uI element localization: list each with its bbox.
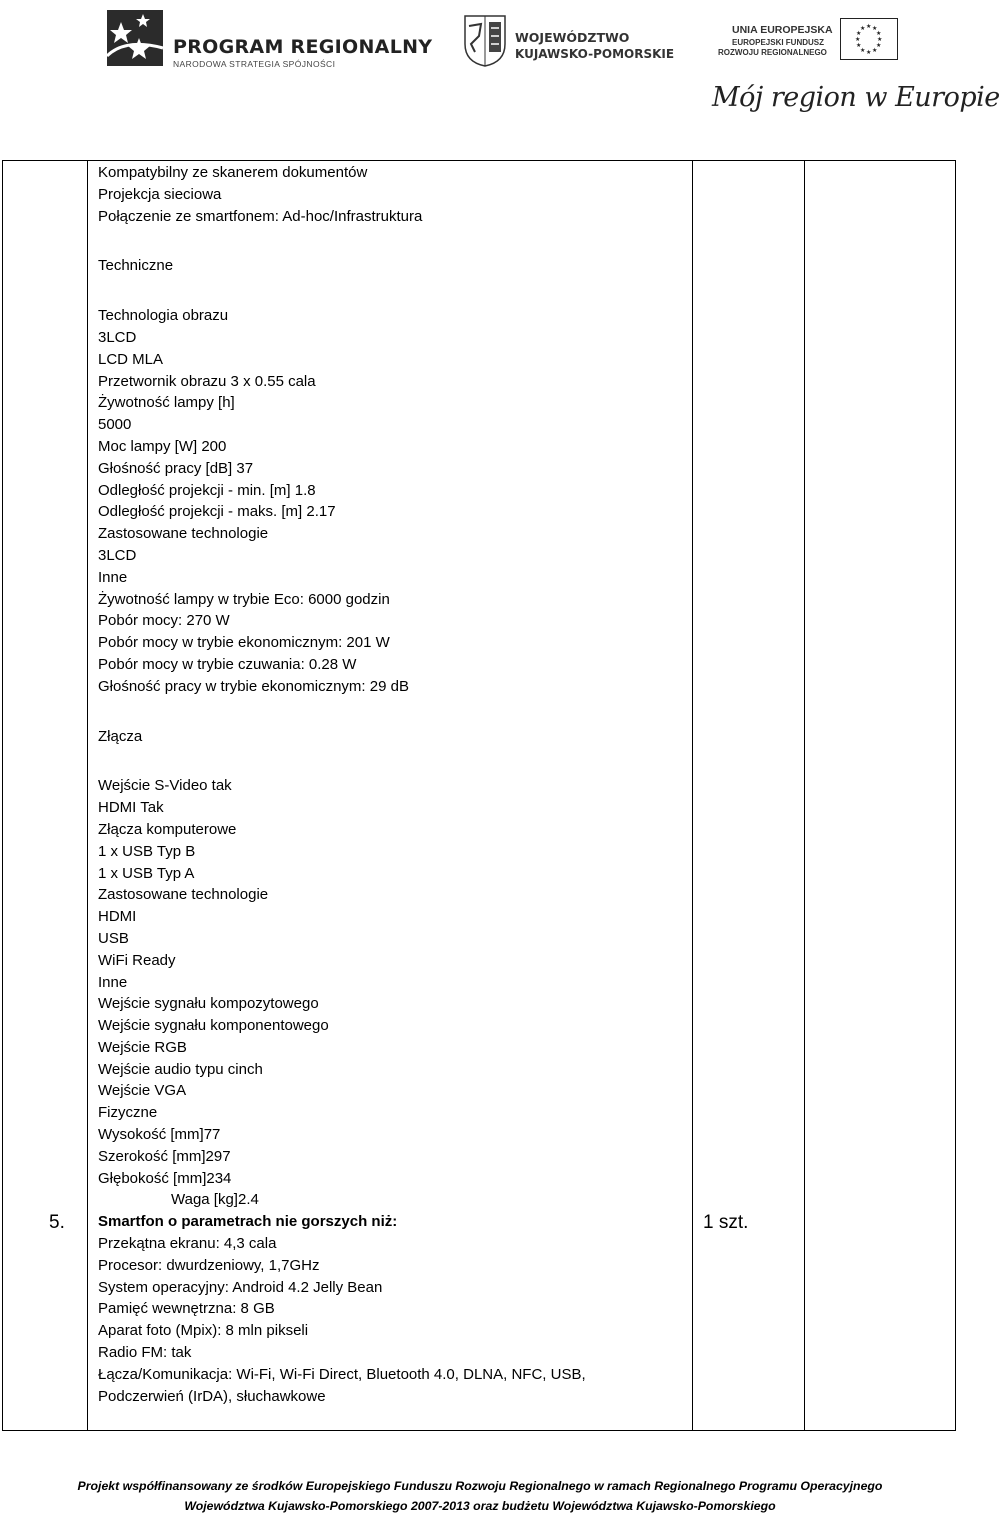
spec-line: Waga [kg]2.4	[171, 1191, 259, 1209]
spec-line: 1 x USB Typ A	[98, 864, 195, 882]
svg-text:★: ★	[872, 47, 878, 54]
svg-text:★: ★	[855, 36, 861, 43]
program-title: PROGRAM REGIONALNY	[173, 36, 433, 58]
svg-text:★: ★	[860, 47, 866, 54]
spec-line: Inne	[98, 568, 128, 586]
page-footer	[0, 1476, 960, 1516]
spec-line: Radio FM: tak	[98, 1344, 192, 1362]
spec-line: Inne	[98, 973, 128, 991]
spec-line: Głębokość [mm]234	[98, 1169, 232, 1187]
spec-line: Wejście S-Video tak	[98, 777, 232, 795]
region-name-line2: KUJAWSKO-POMORSKIE	[515, 47, 675, 61]
section-heading-connectors: Złącza	[98, 727, 143, 745]
svg-text:★: ★	[872, 25, 878, 32]
spec-line: USB	[98, 929, 129, 947]
spec-line: Procesor: dwurdzeniowy, 1,7GHz	[98, 1256, 320, 1274]
spec-line: Odległość projekcji - maks. [m] 2.17	[98, 503, 336, 521]
spec-line: Technologia obrazu	[98, 307, 229, 325]
spec-line: Łącza/Komunikacja: Wi-Fi, Wi-Fi Direct, Bluetooth 4.0, DLNA, NFC, USB,	[98, 1365, 586, 1383]
region-name-line1: WOJEWÓDZTWO	[515, 30, 630, 45]
spec-line: Żywotność lampy w trybie Eco: 6000 godzin	[98, 590, 390, 608]
eu-line3: ROZWOJU REGIONALNEGO	[718, 48, 827, 57]
svg-text:★: ★	[866, 23, 872, 30]
coat-of-arms-icon	[463, 14, 507, 68]
footer-line2: Województwa Kujawsko-Pomorskiego 2007-2013 oraz budżetu Województwa Kujawsko-Pomorskiego	[184, 1499, 776, 1513]
spec-line: 1 x USB Typ B	[98, 842, 196, 860]
spec-line: Kompatybilny ze skanerem dokumentów	[98, 164, 368, 181]
spec-line: Żywotność lampy [h]	[98, 394, 235, 412]
spec-line: Zastosowane technologie	[98, 525, 269, 543]
spec-line: Połączenie ze smartfonem: Ad-hoc/Infrastruktura	[98, 207, 423, 225]
spec-line: Wejście RGB	[98, 1038, 187, 1056]
spec-line: Pamięć wewnętrzna: 8 GB	[98, 1300, 275, 1318]
spec-line: HDMI Tak	[98, 799, 164, 817]
spec-line: Przetwornik obrazu 3 x 0.55 cala	[98, 372, 316, 390]
spec-line: Wejście sygnału kompozytowego	[98, 995, 319, 1013]
row-number: 5.	[49, 1212, 65, 1233]
spec-line: Zastosowane technologie	[98, 886, 269, 904]
motto-signature: Mój region w Europie	[712, 82, 1000, 113]
spec-line: Pobór mocy w trybie ekonomicznym: 201 W	[98, 634, 390, 652]
eu-flag-icon	[840, 18, 898, 60]
spec-line: Projekcja sieciowa	[98, 185, 222, 203]
star-emblem-icon	[105, 8, 167, 70]
spec-line: Fizyczne	[98, 1104, 158, 1122]
row-quantity: 1 szt.	[703, 1212, 749, 1233]
svg-text:★: ★	[856, 30, 862, 37]
spec-line: Pobór mocy: 270 W	[98, 612, 230, 630]
wojewodztwo-logo	[463, 14, 675, 70]
spec-line: Wysokość [mm]77	[98, 1126, 221, 1144]
smartphone-title: Smartfon o parametrach nie gorszych niż:	[98, 1213, 398, 1231]
spec-line: 5000	[98, 416, 132, 434]
spec-line: Wejście audio typu cinch	[98, 1060, 263, 1078]
spec-line: Przekątna ekranu: 4,3 cala	[98, 1235, 277, 1253]
program-subtitle: NARODOWA STRATEGIA SPÓJNOŚCI	[173, 59, 336, 69]
spec-line: Podczerwień (IrDA), słuchawkowe	[98, 1387, 326, 1405]
svg-text:★: ★	[876, 42, 882, 49]
section-heading-technical: Techniczne	[98, 257, 174, 275]
spec-line: Głośność pracy [dB] 37	[98, 459, 254, 477]
spec-line: HDMI	[98, 908, 137, 926]
spec-content	[98, 162, 688, 1407]
spec-line: 3LCD	[98, 546, 137, 564]
spec-line: Pobór mocy w trybie czuwania: 0.28 W	[98, 655, 357, 673]
spec-line: Złącza komputerowe	[98, 820, 237, 838]
spec-line: WiFi Ready	[98, 951, 176, 969]
spec-line: Szerokość [mm]297	[98, 1147, 231, 1165]
program-regionalny-logo	[105, 8, 433, 70]
spec-line: Głośność pracy w trybie ekonomicznym: 29 dB	[98, 677, 409, 695]
svg-text:★: ★	[860, 25, 866, 32]
spec-line: Moc lampy [W] 200	[98, 437, 227, 455]
spec-line: 3LCD	[98, 328, 137, 346]
projector-specs	[98, 162, 688, 1211]
spec-line: Wejście sygnału komponentowego	[98, 1017, 329, 1035]
smartphone-specs	[98, 1211, 688, 1407]
svg-text:★: ★	[877, 36, 883, 43]
footer-line1: Projekt współfinansowany ze środków Europejskiego Funduszu Rozwoju Regionalnego w ramach Regionalnego Programu Operacyjnego	[77, 1479, 883, 1493]
svg-text:★: ★	[876, 30, 882, 37]
svg-text:★: ★	[856, 42, 862, 49]
page-header	[0, 0, 1000, 140]
svg-text:★: ★	[866, 49, 872, 56]
eu-line2: EUROPEJSKI FUNDUSZ	[732, 38, 825, 47]
spec-line: LCD MLA	[98, 350, 164, 368]
spec-line: Odległość projekcji - min. [m] 1.8	[98, 481, 316, 499]
eu-line1: UNIA EUROPEJSKA	[732, 24, 833, 36]
eu-logo	[712, 18, 912, 68]
spec-line: System operacyjny: Android 4.2 Jelly Bean	[98, 1278, 383, 1296]
spec-line: Wejście VGA	[98, 1082, 187, 1100]
spec-line: Aparat foto (Mpix): 8 mln pikseli	[98, 1322, 309, 1340]
